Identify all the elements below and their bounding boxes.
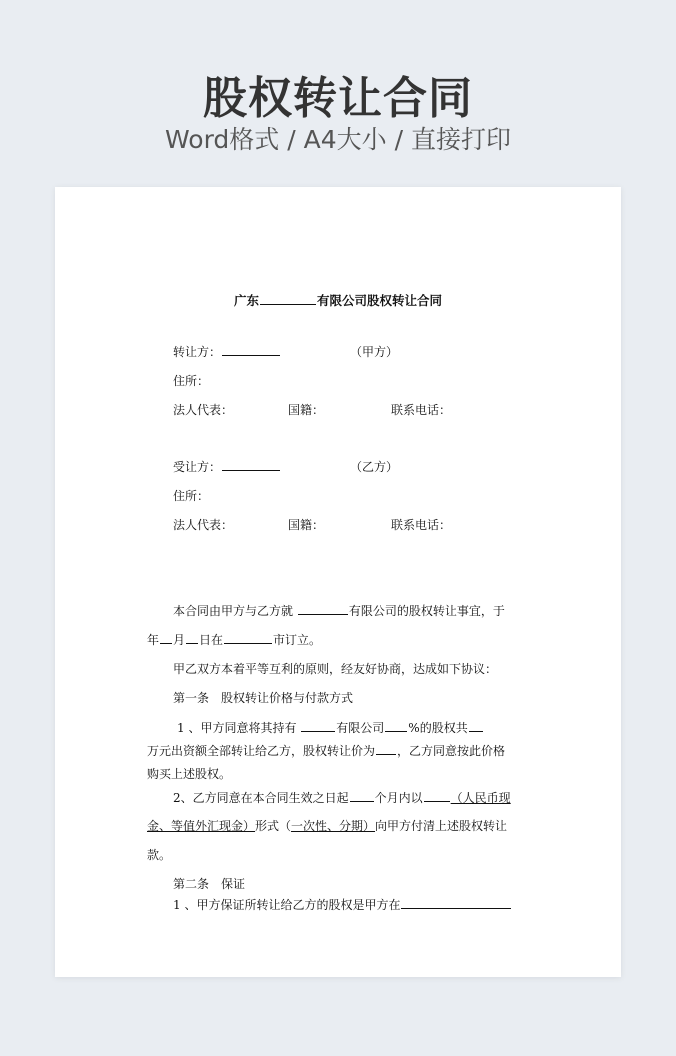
article-1-line-6: 款。 bbox=[147, 848, 172, 862]
party-b-rep-label: 法人代表： bbox=[173, 518, 234, 532]
art1-text-5a: 金、等值外汇现金） bbox=[147, 819, 256, 833]
party-a-address-label: 住所： bbox=[173, 374, 210, 388]
hero-title: 股权转让合同 bbox=[203, 73, 473, 124]
title-prefix: 广东 bbox=[233, 293, 259, 308]
art1-text-2b: ，乙方同意按此价格 bbox=[397, 744, 506, 758]
art1-amount-blank bbox=[469, 719, 483, 732]
intro-month-label: 月 bbox=[173, 633, 186, 647]
party-a-role bbox=[173, 343, 281, 360]
art1-percent-blank bbox=[385, 719, 407, 732]
art1-text-1a: 1 、甲方同意将其持有 bbox=[177, 721, 297, 735]
art2-blank bbox=[401, 896, 511, 909]
art1-text-4a: 2、乙方同意在本合同生效之日起 bbox=[173, 791, 349, 805]
document-title bbox=[55, 291, 621, 309]
art1-text-1c: %的股权共 bbox=[408, 721, 468, 735]
party-b-name-blank bbox=[222, 458, 280, 471]
intro-text-1b: 有限公司的股权转让事宜，于 bbox=[348, 604, 505, 618]
intro-year-label: 年 bbox=[147, 633, 160, 647]
intro-line-2 bbox=[147, 631, 321, 648]
company-blank bbox=[298, 602, 348, 615]
intro-day-label: 日在 bbox=[199, 633, 224, 647]
art2-text-1: 1 、甲方保证所转让给乙方的股权是甲方在 bbox=[173, 898, 401, 912]
party-a-rep-label: 法人代表： bbox=[173, 403, 234, 417]
art1-price-blank bbox=[376, 742, 396, 755]
intro-text-1a: 本合同由甲方与乙方就 bbox=[173, 604, 294, 618]
city-blank bbox=[224, 631, 272, 644]
intro-text-2d: 市订立。 bbox=[273, 633, 322, 647]
title-suffix: 有限公司股权转让合同 bbox=[317, 293, 443, 308]
art1-text-5c: 一次性、分期） bbox=[291, 819, 376, 833]
party-b-role-label: 受让方： bbox=[173, 460, 222, 474]
party-a-tag: （甲方） bbox=[350, 345, 399, 359]
article-2-heading: 第二条 保证 bbox=[173, 877, 246, 891]
article-1-line-4 bbox=[173, 789, 511, 806]
party-b-role bbox=[173, 458, 281, 475]
article-1-line-3: 购买上述股权。 bbox=[147, 767, 232, 781]
art1-text-4c: （人民币现 bbox=[450, 791, 511, 805]
party-a-nationality-label: 国籍： bbox=[288, 403, 325, 417]
party-b-phone-label: 联系电话： bbox=[391, 518, 452, 532]
year-blank bbox=[160, 631, 172, 644]
document-page bbox=[55, 187, 621, 977]
art1-months-blank bbox=[350, 789, 374, 802]
art1-text-1b: 有限公司 bbox=[336, 721, 385, 735]
hero-subtitle: Word格式 / A4大小 / 直接打印 bbox=[165, 125, 511, 154]
article-1-line-5 bbox=[147, 817, 507, 834]
article-1-heading: 第一条 股权转让价格与付款方式 bbox=[173, 691, 354, 705]
article-1-line-1 bbox=[177, 719, 484, 736]
intro-line-1 bbox=[173, 602, 505, 619]
art1-text-5d: 向甲方付清上述股权转让 bbox=[375, 819, 508, 833]
art1-text-4b: 个月内以 bbox=[374, 791, 423, 805]
party-b-nationality-label: 国籍： bbox=[288, 518, 325, 532]
title-blank bbox=[260, 292, 316, 305]
party-a-role-label: 转让方： bbox=[173, 345, 222, 359]
party-b-tag: （乙方） bbox=[350, 460, 399, 474]
art1-text-5b: 形式（ bbox=[255, 819, 292, 833]
art1-payment-blank bbox=[424, 789, 450, 802]
article-1-line-2 bbox=[147, 742, 505, 759]
month-blank bbox=[186, 631, 198, 644]
art1-company-blank bbox=[301, 719, 335, 732]
party-a-phone-label: 联系电话： bbox=[391, 403, 452, 417]
article-2-line-1 bbox=[173, 896, 512, 913]
party-b-address-label: 住所： bbox=[173, 489, 210, 503]
party-a-name-blank bbox=[222, 343, 280, 356]
intro-line-3: 甲乙双方本着平等互利的原则，经友好协商，达成如下协议： bbox=[173, 662, 498, 676]
art1-text-2a: 万元出资额全部转让给乙方，股权转让价为 bbox=[147, 744, 376, 758]
